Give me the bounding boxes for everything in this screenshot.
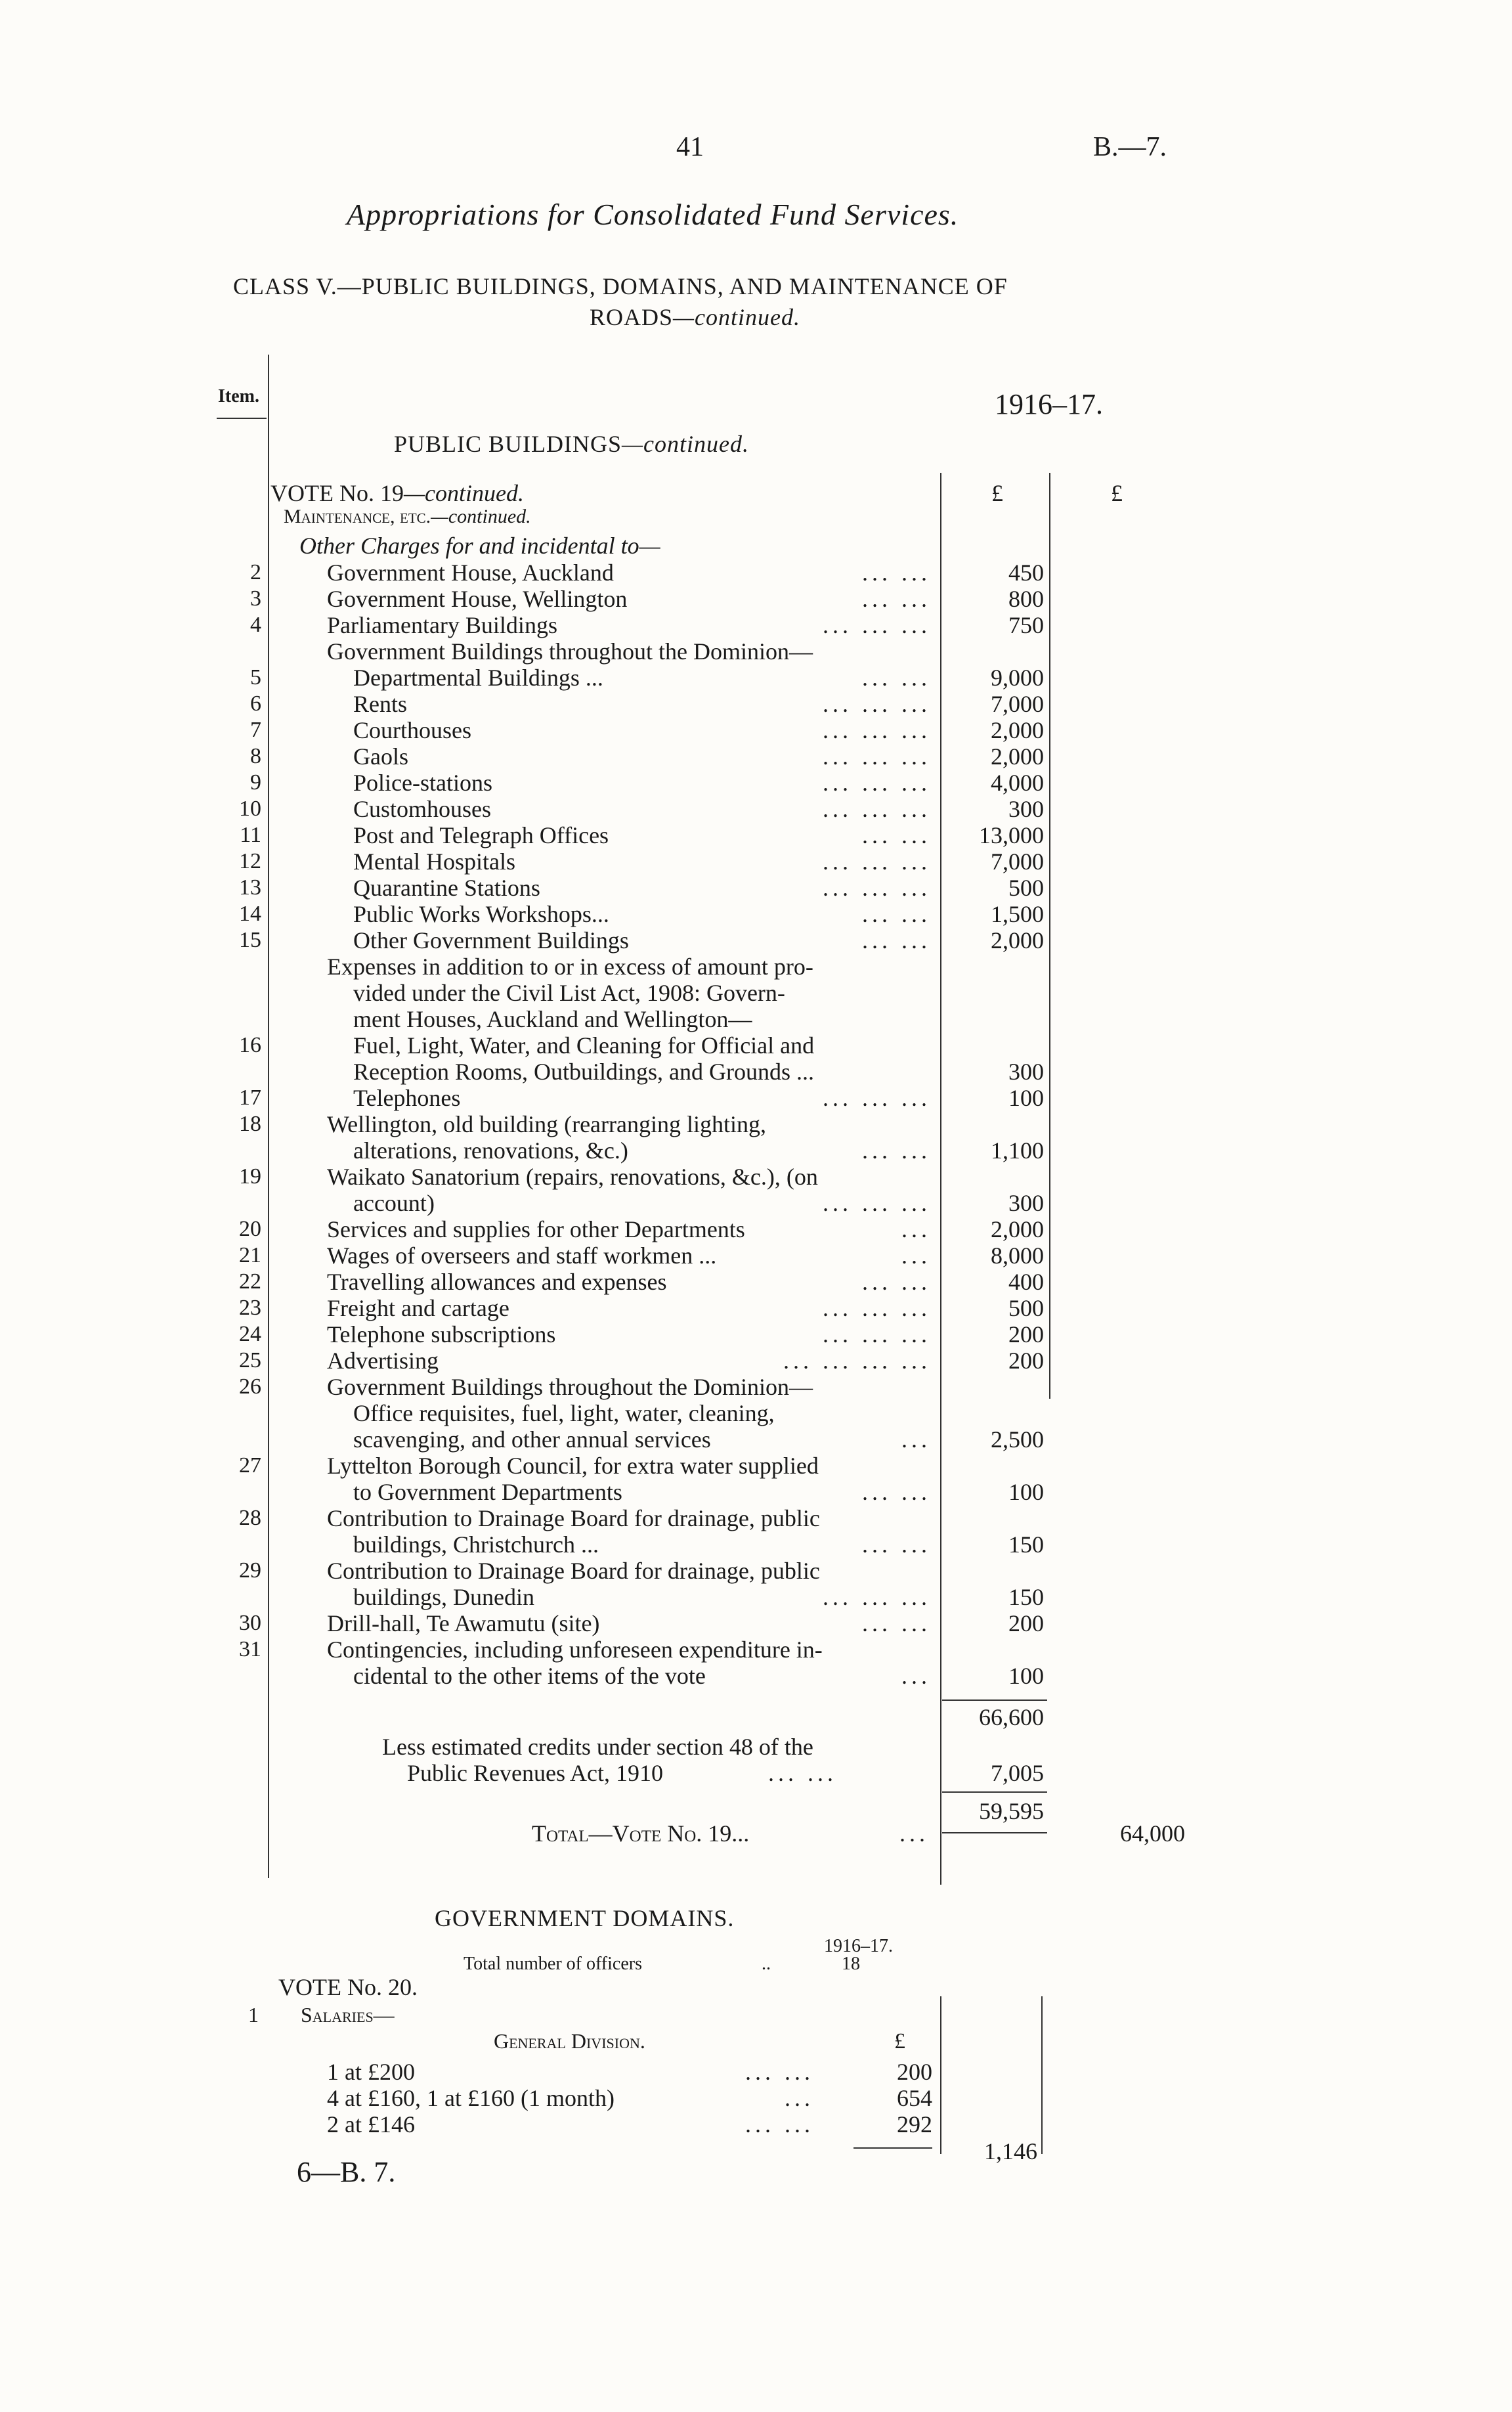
subtotal-amount: 66,600 <box>979 1704 1044 1730</box>
salary-amount: 292 <box>897 2111 932 2138</box>
leader-dots: ... ... ... <box>823 612 931 638</box>
table-row <box>0 848 1512 875</box>
table-row <box>0 1505 1512 1531</box>
item-number: 28 <box>239 1506 261 1530</box>
item-description: vided under the Civil List Act, 1908: Govern- <box>353 980 785 1006</box>
class-heading-line2: ROADS—continued. <box>590 304 801 330</box>
item-number: 4 <box>250 613 261 637</box>
item-amount: 100 <box>1008 1085 1044 1111</box>
table-row <box>0 1374 1512 1400</box>
item-number: 22 <box>239 1269 261 1294</box>
domains-year: 1916–17. <box>824 1936 893 1956</box>
table-row <box>0 1321 1512 1348</box>
total-vote-19-label: Total—Vote No. 19... <box>532 1820 750 1847</box>
item-amount: 450 <box>1008 559 1044 586</box>
table-row <box>0 1584 1512 1610</box>
item-amount: 7,000 <box>991 848 1044 875</box>
item-amount: 1,500 <box>991 901 1044 927</box>
table-row <box>0 875 1512 901</box>
leader-dots: ... <box>901 1242 931 1269</box>
item-description: Wellington, old building (rearranging lighting, <box>327 1111 766 1137</box>
table-row <box>0 1269 1512 1295</box>
item-amount: 300 <box>1008 1190 1044 1216</box>
table-row <box>0 1006 1512 1032</box>
leader-dots: ... ... ... <box>823 1584 931 1610</box>
page-title: Appropriations for Consolidated Fund Services. <box>347 198 959 231</box>
leader-dots: ... ... <box>745 2111 814 2138</box>
leader-dots: ... ... <box>862 665 931 691</box>
item-description: Office requisites, fuel, light, water, cleaning, <box>353 1400 775 1426</box>
officers-dots: .. <box>762 1954 771 1974</box>
item-description: Quarantine Stations <box>353 875 540 901</box>
table-row <box>0 1216 1512 1242</box>
item-amount: 2,500 <box>991 1426 1044 1453</box>
table-row <box>0 1111 1512 1137</box>
salary-line <box>0 2059 1512 2085</box>
item-description: Lyttelton Borough Council, for extra water supplied <box>327 1453 819 1479</box>
less-credits-amount: 7,005 <box>991 1760 1044 1786</box>
item-description: Contingencies, including unforeseen expenditure in- <box>327 1636 823 1663</box>
item-description: Contribution to Drainage Board for drainage, public <box>327 1505 820 1531</box>
item-description: Departmental Buildings ... <box>353 665 603 691</box>
item-amount: 200 <box>1008 1348 1044 1374</box>
item-description: Drill-hall, Te Awamutu (site) <box>327 1610 600 1636</box>
table-row <box>0 954 1512 980</box>
item-number: 29 <box>239 1558 261 1583</box>
item-number: 6 <box>250 691 261 716</box>
table-row <box>0 1558 1512 1584</box>
leader-dots: ... ... <box>862 586 931 612</box>
salary-amount: 200 <box>897 2059 932 2085</box>
item-description: Government House, Auckland <box>327 559 614 586</box>
table-row <box>0 1348 1512 1374</box>
table-row <box>0 717 1512 743</box>
salary-line <box>0 2111 1512 2138</box>
sheet-signature: 6—B. 7. <box>297 2156 396 2188</box>
table-row <box>0 1190 1512 1216</box>
item-number: 2 <box>250 560 261 584</box>
item-description: ment Houses, Auckland and Wellington— <box>353 1006 752 1032</box>
less-credits-text-1: Less estimated credits under section 48 of the <box>382 1734 813 1760</box>
item-description: Post and Telegraph Offices <box>353 822 609 848</box>
domains-pound-sign: £ <box>894 2029 905 2053</box>
item-number: 13 <box>239 875 261 900</box>
item-number: 14 <box>239 902 261 926</box>
less-credits-dots: ... ... <box>768 1760 837 1786</box>
item-description: Government Buildings throughout the Dominion— <box>327 638 813 665</box>
table-row <box>0 1479 1512 1505</box>
item-description: Mental Hospitals <box>353 848 515 875</box>
item-number: 15 <box>239 928 261 952</box>
leader-dots: ... <box>901 1216 931 1242</box>
table-row <box>0 1137 1512 1164</box>
domains-heading: GOVERNMENT DOMAINS. <box>435 1905 735 1931</box>
item-description: Wages of overseers and staff workmen ... <box>327 1242 717 1269</box>
item-description: alterations, renovations, &c.) <box>353 1137 628 1164</box>
total-vote-19-dots: ... <box>899 1820 929 1847</box>
item-amount: 1,100 <box>991 1137 1044 1164</box>
table-row <box>0 980 1512 1006</box>
leader-dots: ... ... <box>862 822 931 848</box>
item-amount: 2,000 <box>991 927 1044 954</box>
leader-dots: ... ... ... ... <box>783 1348 931 1374</box>
table-row <box>0 1032 1512 1059</box>
item-description: Advertising <box>327 1348 439 1374</box>
item-description: Contribution to Drainage Board for drainage, public <box>327 1558 820 1584</box>
less-credits-text-2: Public Revenues Act, 1910 <box>407 1760 663 1786</box>
leader-dots: ... ... <box>862 559 931 586</box>
item-number: 7 <box>250 718 261 742</box>
item-description: Services and supplies for other Departments <box>327 1216 745 1242</box>
table-row <box>0 770 1512 796</box>
maintenance-subheading: Maintenance, etc.—continued. <box>284 506 531 527</box>
table-row <box>0 612 1512 638</box>
item-description: Fuel, Light, Water, and Cleaning for Official and <box>353 1032 815 1059</box>
item-label-rule <box>217 418 267 419</box>
item-number: 20 <box>239 1217 261 1241</box>
item-amount: 13,000 <box>979 822 1044 848</box>
leader-dots: ... ... ... <box>823 875 931 901</box>
salary-description: 1 at £200 <box>327 2059 415 2085</box>
less-credits-row-1 <box>0 1734 1512 1760</box>
item-number: 10 <box>239 797 261 821</box>
table-row <box>0 665 1512 691</box>
leader-dots: ... ... ... <box>823 717 931 743</box>
subtotal-rule <box>942 1699 1047 1701</box>
table-row <box>0 1610 1512 1636</box>
leader-dots: ... ... <box>862 927 931 954</box>
table-row <box>0 1531 1512 1558</box>
item-amount: 300 <box>1008 796 1044 822</box>
item-column-label: Item. <box>218 386 259 406</box>
salary-line <box>0 2085 1512 2111</box>
item-description: Other Government Buildings <box>353 927 629 954</box>
table-row <box>0 796 1512 822</box>
table-row <box>0 1242 1512 1269</box>
item-description: Gaols <box>353 743 408 770</box>
item-number: 3 <box>250 586 261 611</box>
item-amount: 150 <box>1008 1584 1044 1610</box>
pound-sign-total: £ <box>1111 480 1123 506</box>
table-row <box>0 1400 1512 1426</box>
leader-dots: ... ... ... <box>823 1321 931 1348</box>
table-row <box>0 1085 1512 1111</box>
leader-dots: ... ... <box>745 2059 814 2085</box>
item-description: buildings, Christchurch ... <box>353 1531 599 1558</box>
leader-dots: ... ... ... <box>823 691 931 717</box>
item-amount: 4,000 <box>991 770 1044 796</box>
general-division-heading: General Division. <box>494 2029 645 2053</box>
item-number: 18 <box>239 1112 261 1136</box>
leader-dots: ... <box>785 2085 814 2111</box>
less-credits-row-2 <box>0 1760 1512 1786</box>
table-row <box>0 586 1512 612</box>
vote-19-heading: VOTE No. 19—continued. <box>270 480 524 506</box>
leader-dots: ... ... ... <box>823 1295 931 1321</box>
item-amount: 750 <box>1008 612 1044 638</box>
item-amount: 800 <box>1008 586 1044 612</box>
item-description: Reception Rooms, Outbuildings, and Grounds ... <box>353 1059 814 1085</box>
salary-description: 4 at £160, 1 at £160 (1 month) <box>327 2085 615 2111</box>
leader-dots: ... ... <box>862 1479 931 1505</box>
item-description: Police-stations <box>353 770 492 796</box>
item-number: 27 <box>239 1453 261 1478</box>
item-number: 16 <box>239 1033 261 1057</box>
item-amount: 8,000 <box>991 1242 1044 1269</box>
salaries-heading: Salaries— <box>301 2003 395 2027</box>
item-amount: 2,000 <box>991 743 1044 770</box>
salaries-total: 1,146 <box>984 2138 1037 2164</box>
item-description: Expenses in addition to or in excess of amount pro- <box>327 954 813 980</box>
leader-dots: ... ... <box>862 901 931 927</box>
item-amount: 200 <box>1008 1321 1044 1348</box>
officers-label: Total number of officers <box>464 1954 642 1974</box>
item-amount: 400 <box>1008 1269 1044 1295</box>
leader-dots: ... ... ... <box>823 1190 931 1216</box>
table-row <box>0 559 1512 586</box>
item-number: 9 <box>250 770 261 795</box>
officers-count: 18 <box>842 1954 860 1974</box>
net-rule <box>942 1791 1047 1793</box>
table-row <box>0 901 1512 927</box>
item-description: Rents <box>353 691 408 717</box>
item-description: account) <box>353 1190 435 1216</box>
item-amount: 300 <box>1008 1059 1044 1085</box>
leader-dots: ... <box>901 1426 931 1453</box>
page-number: 41 <box>676 132 704 162</box>
item-description: scavenging, and other annual services <box>353 1426 711 1453</box>
item-description: Courthouses <box>353 717 471 743</box>
item-description: Customhouses <box>353 796 492 822</box>
item-number: 17 <box>239 1085 261 1110</box>
table-row <box>0 1295 1512 1321</box>
section-heading: PUBLIC BUILDINGS—continued. <box>394 431 749 457</box>
item-amount: 150 <box>1008 1531 1044 1558</box>
item-description: Telephone subscriptions <box>327 1321 556 1348</box>
item-amount: 2,000 <box>991 1216 1044 1242</box>
table-row <box>0 638 1512 665</box>
leader-dots: ... ... <box>862 1531 931 1558</box>
other-charges-heading: Other Charges for and incidental to— <box>299 533 660 559</box>
total-vote-19-row <box>0 1820 1512 1847</box>
total-vote-19-amount: 64,000 <box>1120 1820 1185 1847</box>
item-number: 25 <box>239 1348 261 1372</box>
leader-dots: ... ... <box>862 1269 931 1295</box>
table-row <box>0 1059 1512 1085</box>
item-number: 8 <box>250 744 261 768</box>
leader-dots: ... ... ... <box>823 1085 931 1111</box>
leader-dots: ... ... <box>862 1137 931 1164</box>
item-amount: 200 <box>1008 1610 1044 1636</box>
table-row <box>0 927 1512 954</box>
item-number: 12 <box>239 849 261 873</box>
item-amount: 2,000 <box>991 717 1044 743</box>
item-number: 23 <box>239 1296 261 1320</box>
salary-amount: 654 <box>897 2085 932 2111</box>
item-number: 5 <box>250 665 261 690</box>
item-amount: 100 <box>1008 1479 1044 1505</box>
item-amount: 9,000 <box>991 665 1044 691</box>
table-row <box>0 1636 1512 1663</box>
item-number: 30 <box>239 1611 261 1635</box>
item-description: Government Buildings throughout the Dominion— <box>327 1374 813 1400</box>
item-number: 24 <box>239 1322 261 1346</box>
item-number: 26 <box>239 1374 261 1399</box>
vote-20-heading: VOTE No. 20. <box>278 1974 418 2000</box>
item-description: Parliamentary Buildings <box>327 612 557 638</box>
domains-item-number: 1 <box>248 2003 259 2027</box>
item-description: Travelling allowances and expenses <box>327 1269 667 1295</box>
item-number: 19 <box>239 1164 261 1189</box>
table-row <box>0 822 1512 848</box>
year-heading: 1916–17. <box>995 388 1103 420</box>
item-description: Public Works Workshops... <box>353 901 609 927</box>
item-number: 31 <box>239 1637 261 1661</box>
item-number: 21 <box>239 1243 261 1267</box>
item-description: buildings, Dunedin <box>353 1584 534 1610</box>
leader-dots: ... ... ... <box>823 770 931 796</box>
item-amount: 100 <box>1008 1663 1044 1689</box>
leader-dots: ... ... ... <box>823 796 931 822</box>
item-description: Waikato Sanatorium (repairs, renovations, &c.), (on <box>327 1164 818 1190</box>
item-description: Freight and cartage <box>327 1295 509 1321</box>
item-amount: 500 <box>1008 1295 1044 1321</box>
leader-dots: ... ... ... <box>823 848 931 875</box>
table-row <box>0 1164 1512 1190</box>
item-description: cidental to the other items of the vote <box>353 1663 706 1689</box>
table-row <box>0 1453 1512 1479</box>
class-heading-line1: CLASS V.—PUBLIC BUILDINGS, DOMAINS, AND MAINTENANCE OF <box>233 273 1008 299</box>
item-amount: 500 <box>1008 875 1044 901</box>
table-row <box>0 1663 1512 1689</box>
table-row <box>0 691 1512 717</box>
item-description: to Government Departments <box>353 1479 622 1505</box>
item-description: Telephones <box>353 1085 461 1111</box>
table-row <box>0 1426 1512 1453</box>
salary-total-rule <box>853 2147 932 2149</box>
subtotal-row <box>0 1704 1512 1730</box>
pound-sign-amount: £ <box>991 480 1003 506</box>
table-row <box>0 743 1512 770</box>
salary-description: 2 at £146 <box>327 2111 415 2138</box>
item-amount: 7,000 <box>991 691 1044 717</box>
net-amount: 59,595 <box>979 1798 1044 1824</box>
leader-dots: ... ... ... <box>823 743 931 770</box>
leader-dots: ... <box>901 1663 931 1689</box>
item-description: Government House, Wellington <box>327 586 628 612</box>
document-reference: B.—7. <box>1093 132 1167 162</box>
item-number: 11 <box>240 823 261 847</box>
leader-dots: ... ... <box>862 1610 931 1636</box>
